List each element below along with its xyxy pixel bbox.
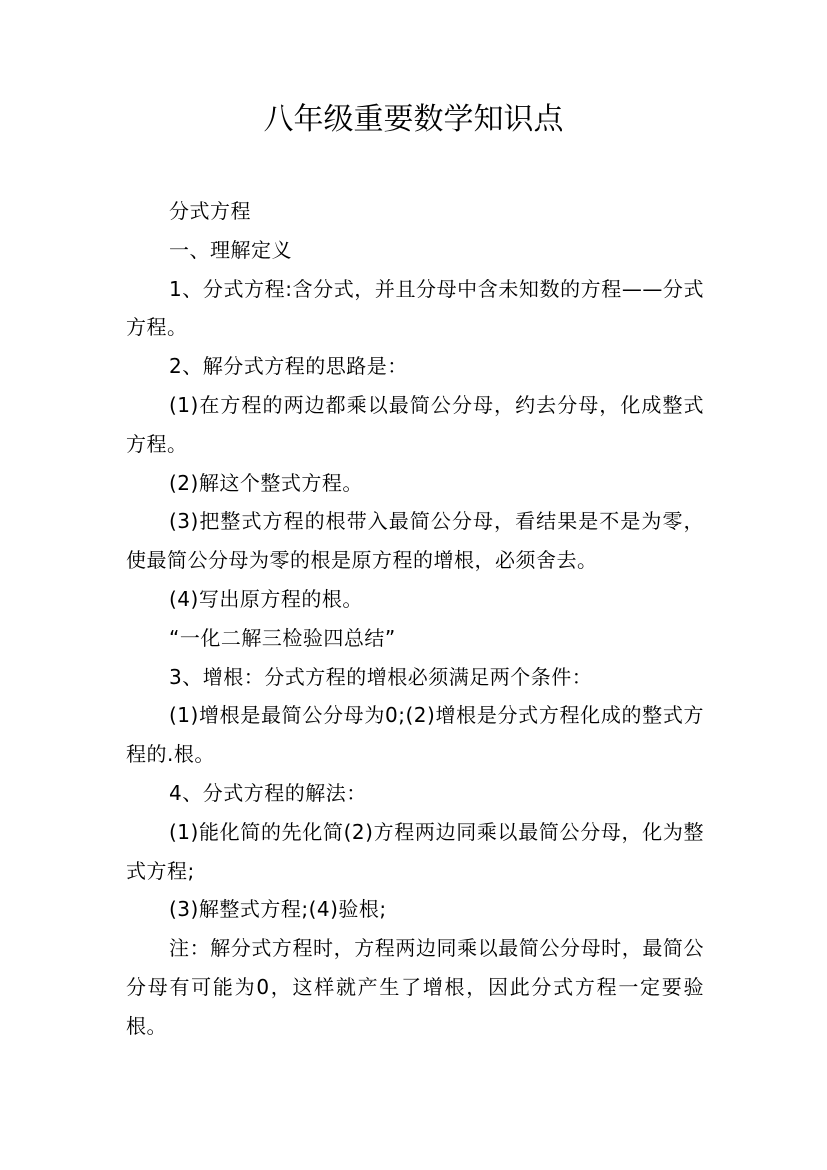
paragraph-step-1: (1)在方程的两边都乘以最简公分母，约去分母，化成整式方程。	[126, 392, 704, 456]
document-title: 八年级重要数学知识点	[263, 102, 564, 137]
paragraph-approach: 2、解分式方程的思路是：	[169, 354, 408, 379]
paragraph-solution-method: 4、分式方程的解法：	[169, 780, 367, 805]
paragraph-step-4: (4)写出原方程的根。	[169, 586, 363, 611]
subsection-heading: 一、理解定义	[169, 237, 292, 262]
document-body	[126, 192, 704, 1046]
paragraph-mnemonic: “一化二解三检验四总结”	[169, 625, 396, 650]
paragraph-extraneous-root: 3、增根：分式方程的增根必须满足两个条件：	[169, 664, 593, 689]
section-heading: 分式方程	[169, 199, 251, 223]
paragraph-step-2: (2)解这个整式方程。	[169, 470, 363, 495]
paragraph-method-steps-1: (1)能化简的先化简(2)方程两边同乘以最简公分母，化为整式方程;	[126, 819, 704, 883]
paragraph-step-3: (3)把整式方程的根带入最简公分母，看结果是不是为零，使最简公分母为零的根是原方程的增根，必须舍去。	[126, 509, 704, 573]
paragraph-definition: 1、分式方程:含分式，并且分母中含未知数的方程——分式方程。	[126, 276, 704, 340]
paragraph-conditions: (1)增根是最简公分母为0;(2)增根是分式方程化成的整式方程的.根。	[126, 703, 704, 767]
paragraph-note: 注：解分式方程时，方程两边同乘以最简公分母时，最简公分母有可能为0，这样就产生了增根，因此分式方程一定要验根。	[126, 936, 704, 1038]
paragraph-method-steps-2: (3)解整式方程;(4)验根;	[169, 897, 387, 922]
